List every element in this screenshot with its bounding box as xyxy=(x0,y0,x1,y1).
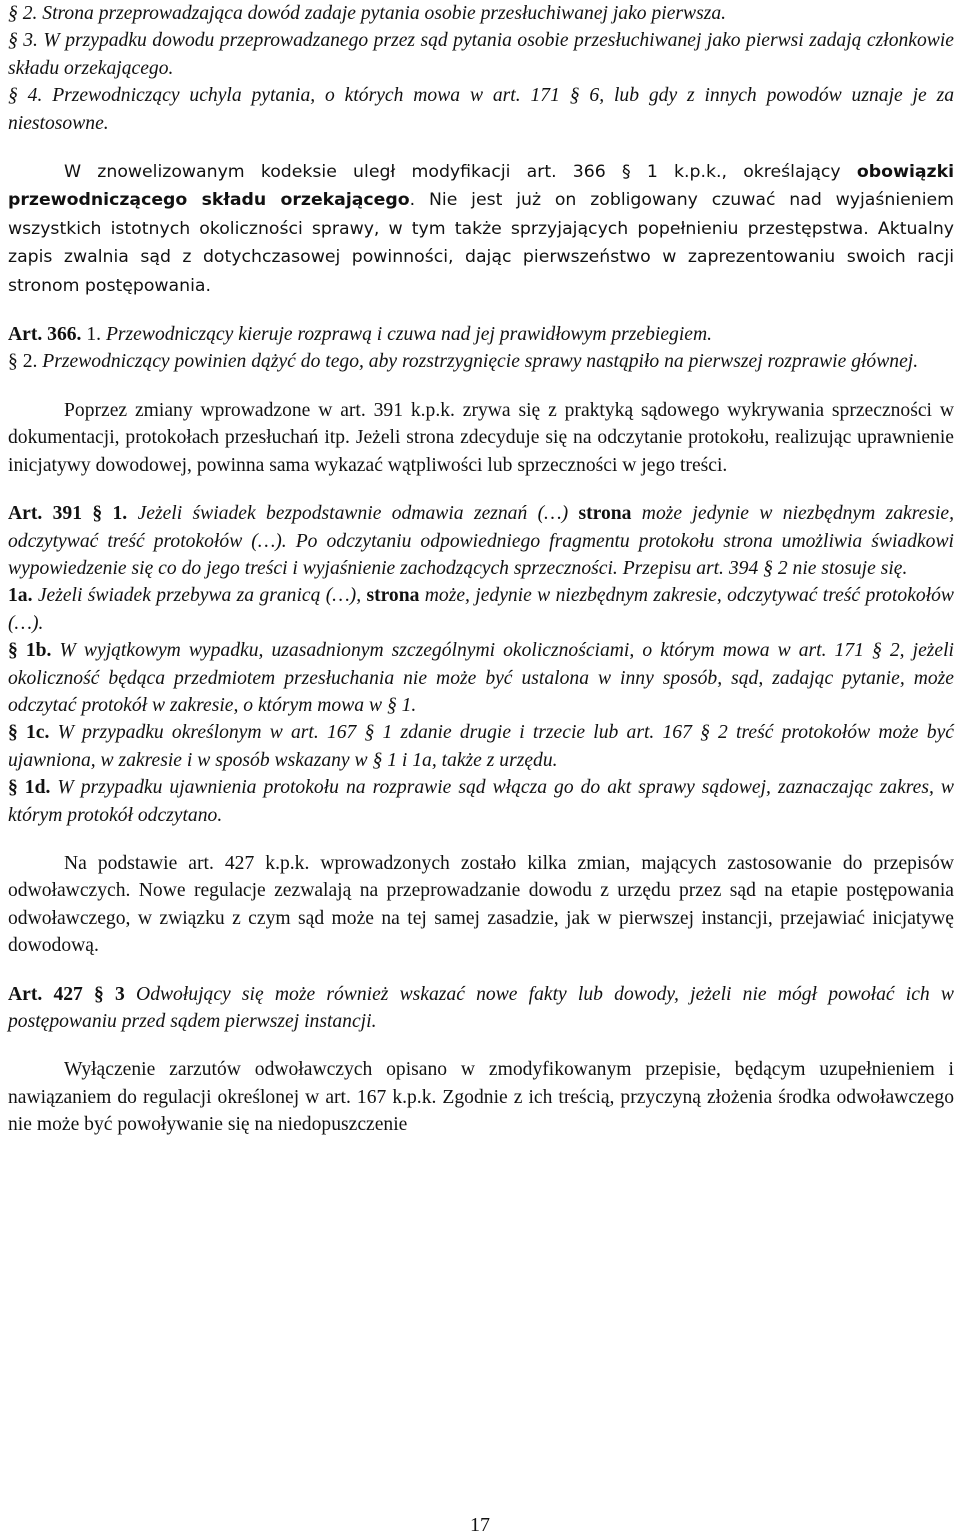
paragraph-art-171-4 xyxy=(8,82,954,137)
paragraph-art-171-3 xyxy=(8,27,954,82)
paragraph-art-366-1 xyxy=(8,321,954,348)
text: może, jedynie w niezbędnym zakresie, odczytywać treść protokołów (…). xyxy=(8,585,954,634)
paragraph-art-391-1c xyxy=(8,719,954,774)
text: Przewodniczący powinien dążyć do tego, aby rozstrzygnięcie sprawy nastąpiło na pierwszej rozprawie głównej. xyxy=(37,351,919,373)
paragraph-art-171-2 xyxy=(8,0,954,27)
paragraph-art-391-commentary xyxy=(8,397,954,479)
bold-text: obowiązki przewodniczącego składu orzekającego xyxy=(8,162,954,211)
text: Jeżeli świadek przebywa za granicą (…), xyxy=(32,585,367,607)
document-page xyxy=(8,0,954,1139)
article-number: Art. 427 § 3 xyxy=(8,983,125,1005)
section-number: 1. xyxy=(81,324,102,346)
text: § 4. Przewodniczący uchyla pytania, o których mowa w art. 171 § 6, lub gdy z innych powodów uznaje je za niestosowne. xyxy=(8,85,954,134)
text: Wyłączenie zarzutów odwoławczych opisano w zmodyfikowanym przepisie, będącym uzupełnieniem i nawiązaniem do regulacji określonej w art. 167 k.p.k. Zgodnie z ich treścią, przyczyną złożenia środka odwoławczego nie może być powoływanie się na niedopuszczenie xyxy=(8,1059,954,1136)
text: W przypadku określonym w art. 167 § 1 zdanie drugie i trzecie lub art. 167 § 2 treść protokołów może być ujawniona, w zakresie i w sposób wskazany w § 1 i 1a, także z urzędu. xyxy=(8,722,954,771)
paragraph-art-391-1 xyxy=(8,500,954,582)
text: Jeżeli świadek bezpodstawnie odmawia zeznań (…) xyxy=(127,503,579,525)
text: Przewodniczący kieruje rozprawą i czuwa nad jej prawidłowym przebiegiem. xyxy=(101,324,713,346)
paragraph-art-366-commentary xyxy=(8,158,954,300)
paragraph-art-391-1b xyxy=(8,637,954,719)
paragraph-art-427-3 xyxy=(8,981,954,1036)
article-number: Art. 391 § 1. xyxy=(8,503,128,525)
article-number: Art. 366. xyxy=(8,324,82,346)
text: Poprzez zmiany wprowadzone w art. 391 k.p.k. zrywa się z praktyką sądowego wykrywania sprzeczności w dokumentacji, protokołach przesłuchań itp. Jeżeli strona zdecyduje się na odczytanie protokołu, realizując uprawnienie inicjatywy dowodowej, powinna sama wykazać wątpliwości lub sprzeczności w jego treści. xyxy=(8,399,954,476)
section-number: § 1c. xyxy=(8,722,50,744)
paragraph-art-427-commentary xyxy=(8,850,954,960)
paragraph-art-391-1a xyxy=(8,582,954,637)
text: § 2. Strona przeprowadzająca dowód zadaje pytania osobie przesłuchiwanej jako pierwsza. xyxy=(8,3,727,24)
text: . Nie jest już on zobligowany czuwać nad wyjaśnieniem wszystkich istotnych okoliczności sprawy, w tym także sprzyjających popełnieniu przestępstwa. Aktualny zapis zwalnia sąd z dotychczasowej powinności, dając pierwszeństwo w zaprezentowaniu swoich racji stronom postępowania. xyxy=(8,190,954,296)
bold-text: strona xyxy=(578,503,632,525)
page-number: 17 xyxy=(470,1514,490,1536)
bold-text: strona xyxy=(366,585,420,607)
text: Na podstawie art. 427 k.p.k. wprowadzonych zostało kilka zmian, mających zastosowanie do przepisów odwoławczych. Nowe regulacje zezwalają na przeprowadzanie dowodu z urzędu przez sąd na etapie postępowania odwoławczego, w związku z czym sąd może na tej samej zasadzie, jak w pierwszej instancji, przejawiać inicjatywę dowodową. xyxy=(8,852,954,957)
paragraph-art-391-1d xyxy=(8,774,954,829)
paragraph-appeal-exclusion xyxy=(8,1056,954,1138)
text: Odwołujący się może również wskazać nowe fakty lub dowody, jeżeli nie mógł powołać ich w postępowaniu przed sądem pierwszej instancji. xyxy=(8,983,954,1032)
section-number: § 1b. xyxy=(8,640,52,662)
text: W wyjątkowym wypadku, uzasadnionym szczególnymi okolicznościami, o którym mowa w art. 171 § 2, jeżeli okoliczność będąca przedmiotem przesłuchania nie może być ustalona w inny sposób, sąd, zadając pytanie, może odczytać protokół w zakresie, o którym mowa w § 1. xyxy=(8,640,954,716)
text: § 3. W przypadku dowodu przeprowadzanego przez sąd pytania osobie przesłuchiwanej jako pierwsi zadają członkowie składu orzekającego. xyxy=(8,30,954,79)
section-number: 1a. xyxy=(8,585,33,607)
section-number: § 2. xyxy=(8,351,38,373)
text: W przypadku ujawnienia protokołu na rozprawie sąd włącza go do akt sprawy sądowej, zaznaczając zakres, w którym protokół odczytano. xyxy=(8,777,954,826)
section-number: § 1d. xyxy=(8,777,51,799)
text: może jedynie w niezbędnym zakresie, odczytywać treść protokołów (…). Po odczytaniu odpowiedniego fragmentu protokołu strona umożliwia świadkowi wypowiedzenie się co do jego treści i wyjaśnienie zachodzących sprzeczności. Przepisu art. 394 § 2 nie stosuje się. xyxy=(8,503,954,579)
paragraph-art-366-2 xyxy=(8,348,954,375)
text: W znowelizowanym kodeksie uległ modyfikacji art. 366 § 1 k.p.k., określający xyxy=(64,162,857,183)
